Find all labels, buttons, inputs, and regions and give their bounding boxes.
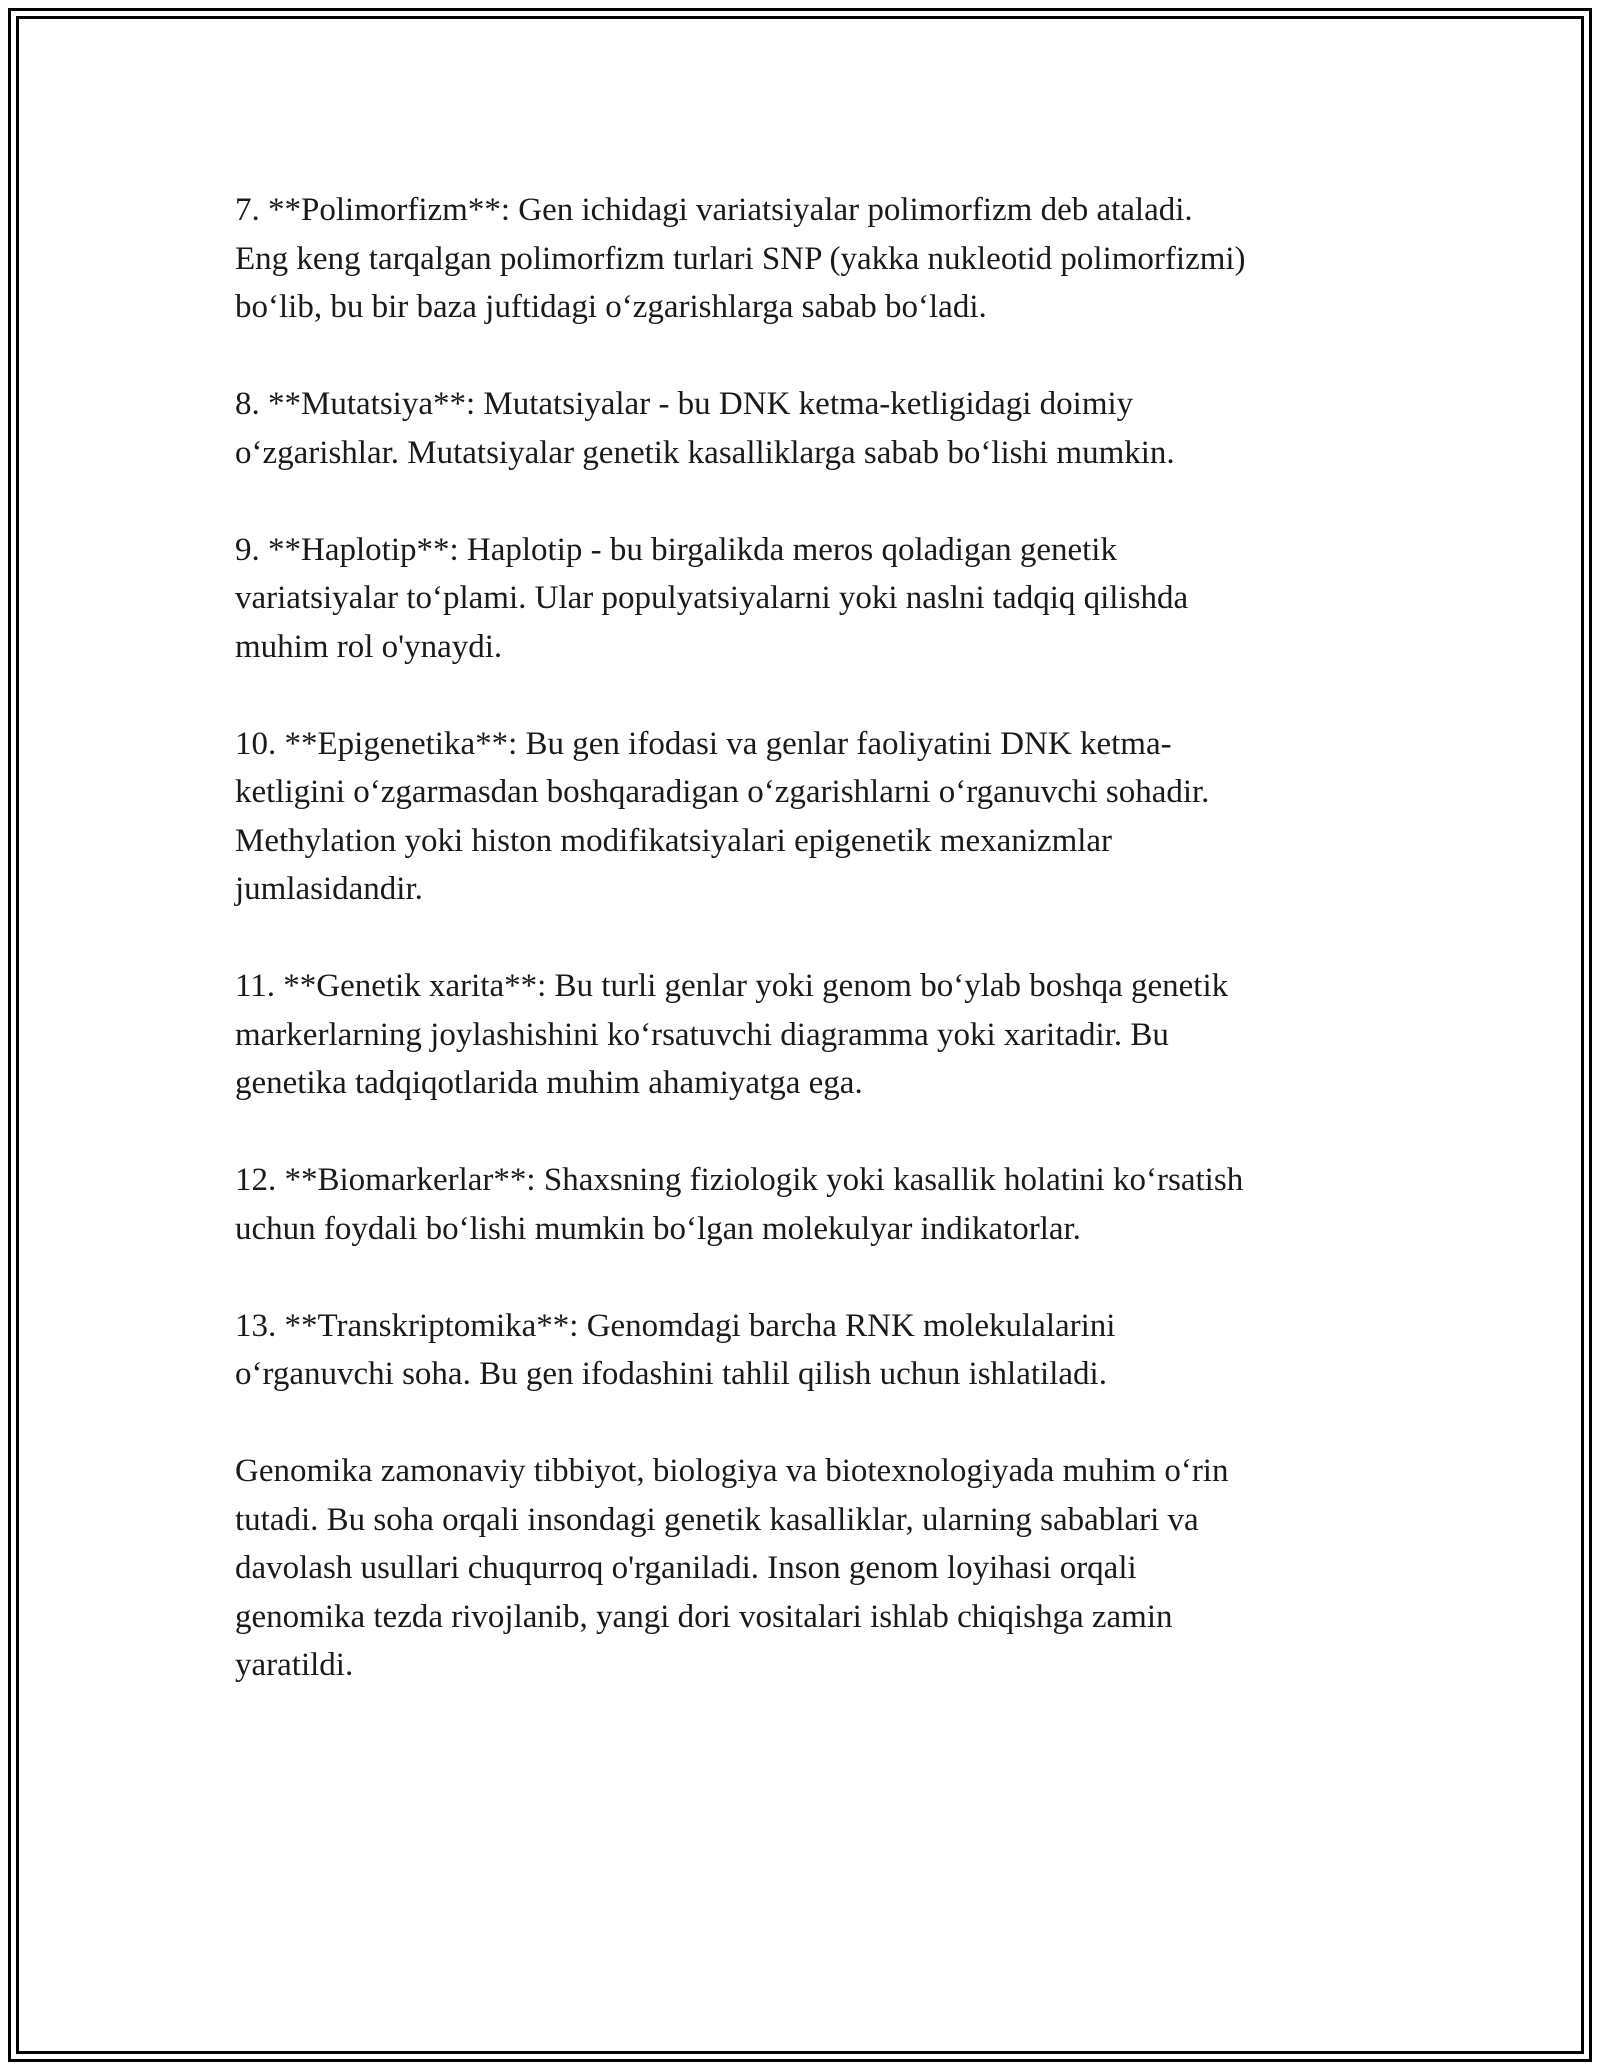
paragraph-mutatsiya: 8. **Mutatsiya**: Mutatsiyalar - bu DNK ketma-ketligidagi doimiy o‘zgarishlar. Mutatsiyalar genetik kasalliklarga sabab bo‘lishi mumkin. [235, 386, 1175, 471]
paragraph-haplotip: 9. **Haplotip**: Haplotip - bu birgalikda meros qoladigan genetik variatsiyalar to‘plami. Ular populyatsiyalarni yoki naslni tadqiq qilishda muhim rol o'ynaydi. [235, 531, 1189, 665]
paragraph-polimorfizm: 7. **Polimorfizm**: Gen ichidagi variatsiyalar polimorfizm deb ataladi. Eng keng tarqalgan polimorfizm turlari SNP (yakka nukleotid polimorfizmi) bo‘lib, bu bir baza juftidagi o‘zgarishlarga sabab bo‘ladi. [235, 192, 1246, 325]
paragraph-conclusion: Genomika zamonaviy tibbiyot, biologiya va biotexnologiyada muhim o‘rin tutadi. Bu soha orqali insondagi genetik kasalliklar, ularning sabablari va davolash usullari chuqurroq o'rganiladi. Inson genom loyihasi orqali genomika tezda rivojlanib, yangi dori vositalari ishlab chiqishga zamin yaratildi. [235, 1453, 1229, 1683]
paragraph-genetik-xarita: 11. **Genetik xarita**: Bu turli genlar yoki genom bo‘ylab boshqa genetik markerlarning joylashishini ko‘rsatuvchi diagramma yoki xaritadir. Bu genetika tadqiqotlarida muhim ahamiyatga ega. [235, 968, 1229, 1101]
paragraph-biomarkerlar: 12. **Biomarkerlar**: Shaxsning fiziologik yoki kasallik holatini ko‘rsatish uchun foydali bo‘lishi mumkin bo‘lgan molekulyar indikatorlar. [235, 1162, 1244, 1247]
paragraph-epigenetika: 10. **Epigenetika**: Bu gen ifodasi va genlar faoliyatini DNK ketma- ketligini o‘zgarmasdan boshqaradigan o‘zgarishlarni o‘rganuvchi sohadir. Methylation yoki histon modifikatsiyalari epigenetik mexanizmlar jumlasidandir. [235, 725, 1210, 907]
document-body [235, 186, 1375, 1690]
paragraph-transkriptomika: 13. **Transkriptomika**: Genomdagi barcha RNK molekulalarini o‘rganuvchi soha. Bu gen ifodashini tahlil qilish uchun ishlatiladi. [235, 1307, 1116, 1392]
